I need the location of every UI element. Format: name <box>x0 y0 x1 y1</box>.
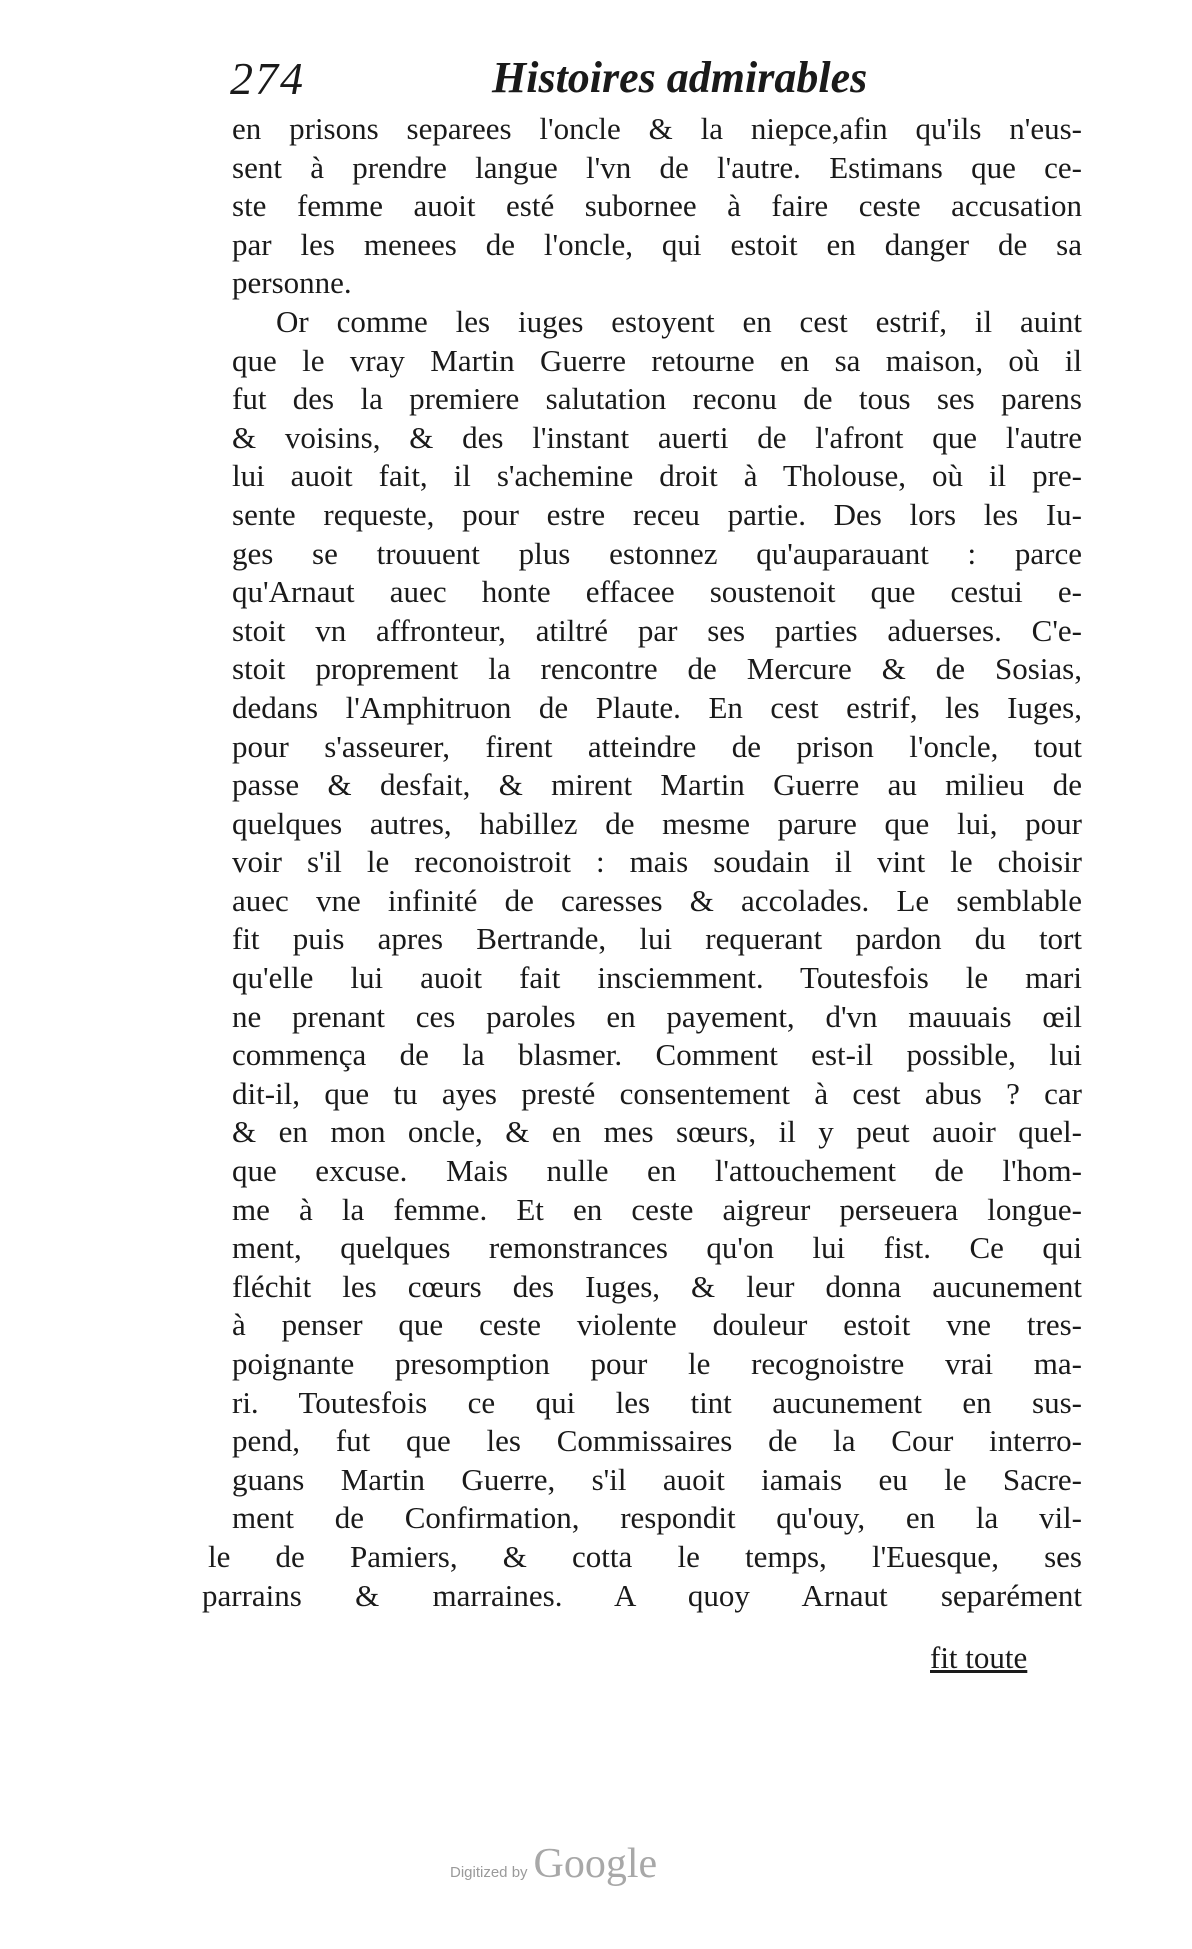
text-line: guans Martin Guerre, s'il auoit iamais eu le Sacre- <box>232 1461 1082 1497</box>
text-line: dedans l'Amphitruon de Plaute. En cest estrif, les Iuges, <box>232 689 1082 725</box>
text-line: lui auoit fait, il s'achemine droit à Tholouse, où il pre- <box>232 458 1082 494</box>
text-line: sente requeste, pour estre receu partie. Des lors les Iu- <box>232 496 1082 532</box>
text-line: que le vray Martin Guerre retourne en sa maison, où il <box>232 342 1082 378</box>
text-line: que excuse. Mais nulle en l'attouchement de l'hom- <box>232 1153 1082 1189</box>
text-line: parrains & marraines. A quoy Arnaut separément <box>202 1577 1082 1613</box>
text-line: ste femme auoit esté subornee à faire ceste accusation <box>232 188 1082 224</box>
text-line: voir s'il le reconoistroit : mais soudain il vint le choisir <box>232 844 1082 880</box>
text-line: passe & desfait, & mirent Martin Guerre au milieu de <box>232 767 1082 803</box>
page-number: 274 <box>230 53 305 104</box>
text-line: ges se trouuent plus estonnez qu'auparauant : parce <box>232 535 1082 571</box>
text-line: stoit proprement la rencontre de Mercure & de Sosias, <box>232 651 1082 687</box>
text-line: pend, fut que les Commissaires de la Cour interro- <box>232 1423 1082 1459</box>
text-line: ment, quelques remonstrances qu'on lui fist. Ce qui <box>232 1230 1082 1266</box>
watermark-prefix: Digitized by <box>450 1864 528 1881</box>
text-line: auec vne infinité de caresses & accolades. Le semblable <box>232 882 1082 918</box>
text-line: en prisons separees l'oncle & la niepce,afin qu'ils n'eus- <box>232 111 1082 146</box>
text-line: stoit vn affronteur, atiltré par ses parties aduerses. C'e- <box>232 612 1082 648</box>
text-line: pour s'asseurer, firent atteindre de prison l'oncle, tout <box>232 728 1082 764</box>
page-header <box>230 52 1030 112</box>
text-line: commença de la blasmer. Comment est-il possible, lui <box>232 1037 1082 1073</box>
text-line: fit puis apres Bertrande, lui requerant pardon du tort <box>232 921 1082 957</box>
text-line: & en mon oncle, & en mes sœurs, il y peut auoir quel- <box>232 1114 1082 1150</box>
text-line: qu'elle lui auoit fait insciemment. Toutesfois le mari <box>232 960 1082 996</box>
text-line: quelques autres, habillez de mesme parure que lui, pour <box>232 805 1082 841</box>
text-line: à penser que ceste violente douleur estoit vne tres- <box>232 1307 1082 1343</box>
text-line: ri. Toutesfois ce qui les tint aucunement en sus- <box>232 1384 1082 1420</box>
running-title: Histoires admirables <box>492 53 868 102</box>
google-watermark <box>450 1840 657 1888</box>
google-logo: Google <box>533 1841 658 1887</box>
text-line: poignante presomption pour le recognoistre vrai ma- <box>232 1346 1082 1381</box>
text-line: qu'Arnaut auec honte effacee soustenoit que cestui e- <box>232 574 1082 610</box>
text-line: me à la femme. Et en ceste aigreur perseuera longue- <box>232 1191 1082 1227</box>
text-line: le de Pamiers, & cotta le temps, l'Euesque, ses <box>208 1538 1082 1574</box>
body-text <box>202 110 1082 1615</box>
text-line: ne prenant ces paroles en payement, d'vn mauuais œil <box>232 998 1082 1034</box>
text-line: fut des la premiere salutation reconu de tous ses parens <box>232 381 1082 417</box>
text-line: par les menees de l'oncle, qui estoit en danger de sa <box>232 226 1082 262</box>
text-line: fléchit les cœurs des Iuges, & leur donna aucunement <box>232 1268 1082 1304</box>
text-line: personne. <box>232 265 352 301</box>
text-line: ment de Confirmation, respondit qu'ouy, en la vil- <box>232 1500 1082 1536</box>
text-line: sent à prendre langue l'vn de l'autre. Estimans que ce- <box>232 149 1082 185</box>
text-line: & voisins, & des l'instant auerti de l'afront que l'autre <box>232 419 1082 455</box>
paragraph-first-line: Or comme les iuges estoyent en cest estrif, il auint <box>276 303 1082 339</box>
text-line: dit-il, que tu ayes presté consentement à cest abus ? car <box>232 1075 1082 1111</box>
catchword: fit toute <box>930 1640 1028 1675</box>
